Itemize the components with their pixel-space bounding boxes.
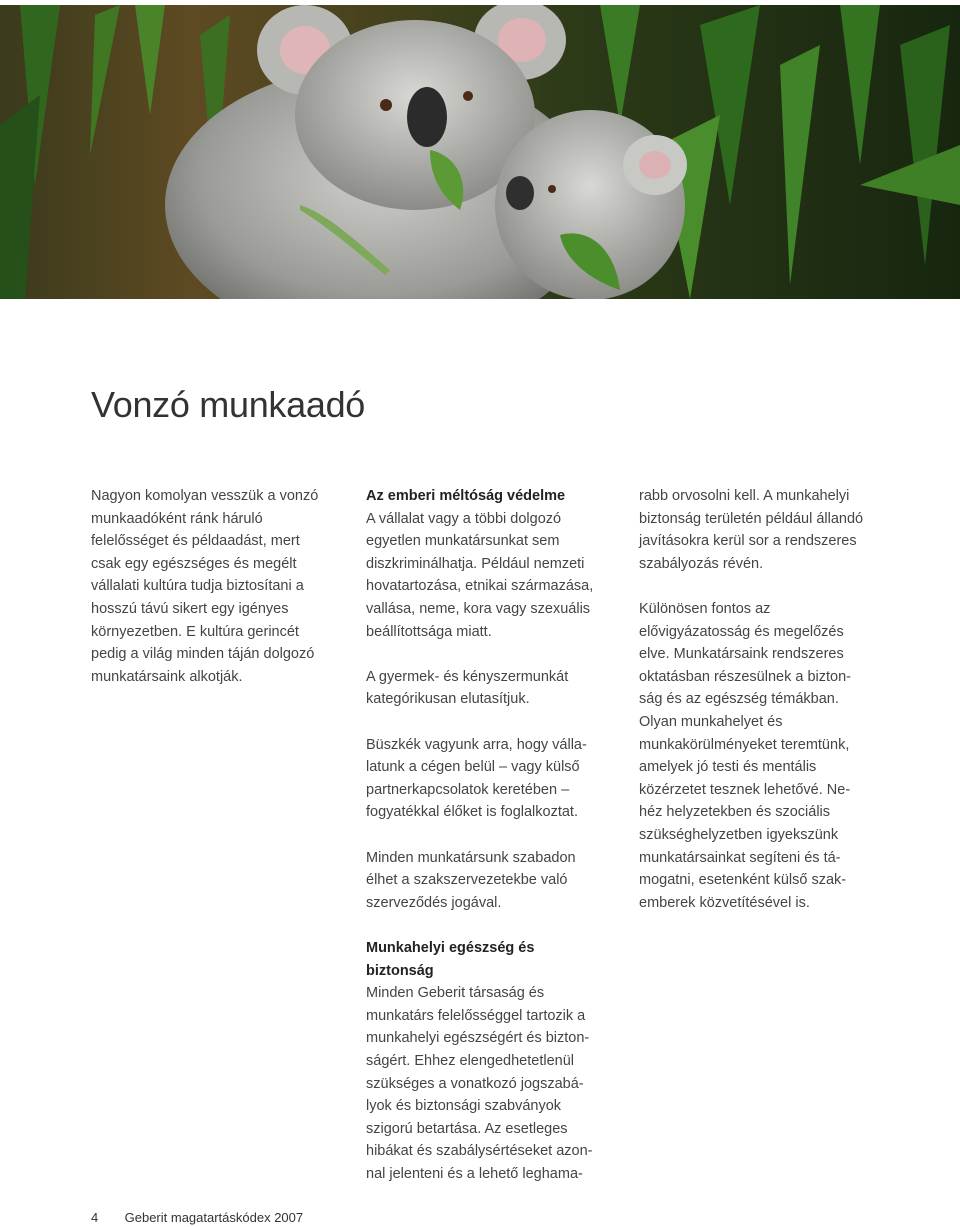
hero-photo-koalas (0, 5, 960, 299)
page-footer (91, 1210, 303, 1225)
health-heading-line-1: Munkahelyi egészség és (366, 940, 535, 956)
dignity-heading: Az emberi méltóság védelme (366, 488, 566, 504)
health-section: Munkahelyi egészség és biztonság Minden Geberit társaság és munkatárs felelősséggel tartozik a munkahelyi egészségért és bizton- ságért. Ehhez elengedhetetlenül szükséges a vonatkozó jogszabá- lyok és biztonsági szabványok szigorú betartása. Az esetleges hibákat és szabálysértéseket azon- nal jelenteni és a lehető leghama- (366, 937, 606, 1186)
page-title: Vonzó munkaadó (91, 384, 366, 425)
dignity-paragraph-4: Minden munkatársunk szabadon élhet a szakszervezetekbe való szerveződés jogával. (366, 849, 576, 911)
health-heading-line-2: biztonság (366, 962, 434, 979)
dignity-paragraph-2: A gyermek- és kényszermunkát kategórikusan elutasítjuk. (366, 668, 569, 708)
dignity-paragraph-1: Az emberi méltóság védelme A vállalat vagy a többi dolgozó egyetlen munkatársunkat sem diszkriminálhatja. Például nemzeti hovatartozása, etnikai származása, vallása, neme, kora vagy szexuális beállítottsága miatt. (366, 485, 606, 643)
intro-column (91, 485, 331, 688)
col3-paragraph-1: rabb orvosolni kell. A munkahelyi biztonság területén például állandó javításokra kerül sor a rendszeres szabályozás révén. (639, 488, 864, 572)
koala-illustration (0, 5, 960, 299)
page-number: 4 (91, 1210, 99, 1225)
publication-title: Geberit magatartáskódex 2007 (124, 1210, 304, 1225)
dignity-paragraph-3: Büszkék vagyunk arra, hogy válla- latunk a cégen belül – vagy külső partnerkapcsolatok keretében – fogyatékkal élőket is foglalkoztat. (366, 736, 587, 821)
col3-paragraph-2: Különösen fontos az elővigyázatosság és megelőzés elve. Munkatársaink rendszeres oktatásban részesülnek a bizton- ság és az egészség témákban. Olyan munkahelyet és munkakörülményeket teremtünk, amelyek jó testi és mentális közérzetet tesznek lehetővé. Ne- héz helyzetekben és szociális szükséghelyzetben igyekszünk munkatársainkat segíteni és tá- mogatni, esetenként külső szak- emberek közvetítésével is. (639, 600, 851, 911)
dignity-section (366, 485, 606, 914)
health-continued-column (639, 485, 879, 914)
intro-paragraph: Nagyon komolyan vesszük a vonzó munkaadóként ránk háruló felelősséget és példaadást, mert csak egy egészséges és megélt vállalati kultúra tudja biztosítani a hosszú távú sikert egy igényes környezetben. E kultúra gerincét pedig a világ minden táján dolgozó munkatársaink alkotják. (91, 488, 319, 685)
